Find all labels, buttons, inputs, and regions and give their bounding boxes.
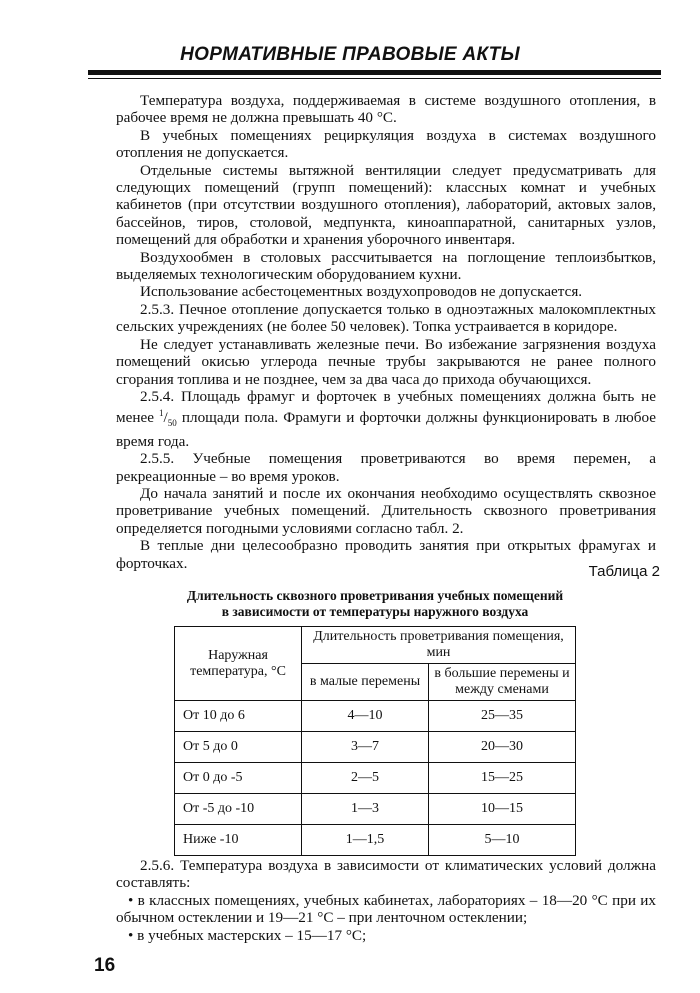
paragraph: 2.5.6. Температура воздуха в зависимости от климатических условий должна составлять:: [116, 857, 656, 892]
ventilation-table: [174, 626, 576, 856]
paragraph-text: 2.5.4. Площадь фрамуг и форточек в учебных помещениях должна быть не менее: [116, 387, 656, 427]
cell-big-breaks: 20—30: [429, 732, 576, 763]
cell-temperature: От 0 до -5: [175, 763, 302, 794]
table-title-line: Длительность сквозного проветривания учебных помещений: [186, 588, 564, 603]
body-text: [116, 92, 656, 572]
table-row: [175, 825, 576, 856]
fraction: $^1/_{50}$: [159, 408, 177, 429]
table-caption: Таблица 2: [588, 563, 660, 580]
column-header-big-breaks: в большие перемены и между сменами: [429, 664, 576, 701]
page-header-title: НОРМАТИВНЫЕ ПРАВОВЫЕ АКТЫ: [180, 44, 520, 65]
cell-small-breaks: 2—5: [302, 763, 429, 794]
paragraph: В учебных помещениях рециркуляция воздуха в системах воздушного отопления не допускается.: [116, 126, 656, 162]
paragraph: До начала занятий и после их окончания необходимо осуществлять сквозное проветривание учебных помещений. Длительность сквозного проветривания определяется погодными условиями согласно табл. 2.: [116, 485, 656, 537]
column-group-header-duration: Длительность проветривания помещения, мин: [302, 627, 576, 664]
table-row: [175, 794, 576, 825]
paragraph-2-5-4: [116, 388, 656, 450]
column-header-temperature: Наружная температура, °С: [175, 627, 302, 701]
cell-small-breaks: 3—7: [302, 732, 429, 763]
cell-temperature: От 5 до 0: [175, 732, 302, 763]
fraction-numerator: 1: [159, 408, 164, 419]
column-header-small-breaks: в малые перемены: [302, 664, 429, 701]
table-row: [175, 701, 576, 732]
cell-temperature: От -5 до -10: [175, 794, 302, 825]
table-row: [175, 763, 576, 794]
cell-small-breaks: 1—1,5: [302, 825, 429, 856]
bullet-item: • в учебных мастерских – 15—17 °С;: [128, 926, 367, 944]
page-number: 16: [94, 955, 116, 976]
table-row: [175, 732, 576, 763]
cell-temperature: Ниже -10: [175, 825, 302, 856]
table-title: [150, 588, 600, 620]
paragraph: Воздухообмен в столовых рассчитывается на поглощение теплоизбытков, выделяемых технологическим оборудованием кухни.: [116, 248, 656, 284]
paragraph: 2.5.5. Учебные помещения проветриваются во время перемен, а рекреационные – во время уроков.: [116, 450, 656, 485]
cell-small-breaks: 1—3: [302, 794, 429, 825]
paragraph: Использование асбестоцементных воздухопроводов не допускается.: [140, 283, 583, 301]
paragraph: Температура воздуха, поддерживаемая в системе воздушного отопления, в рабочее время не должна превышать 40 °С.: [116, 92, 656, 127]
bullet-item: • в классных помещениях, учебных кабинетах, лабораториях – 18—20 °С при их обычном остеклении и 19—21 °С – при ленточном остеклении;: [116, 891, 656, 927]
cell-big-breaks: 10—15: [429, 794, 576, 825]
fraction-denominator: 50: [167, 418, 177, 429]
cell-big-breaks: 15—25: [429, 763, 576, 794]
paragraph: Отдельные системы вытяжной вентиляции следует предусматривать для следующих помещений (групп помещений): классных комнат и учебных кабинетов (при отсутствии воздушного отопления), лабораторий, актовых залов, бассейнов, тиров, столовой, медпункта, киноаппаратной, санитарных узлов, помещений для обработки и хранения уборочного инвентаря.: [116, 161, 656, 249]
cell-big-breaks: 25—35: [429, 701, 576, 732]
cell-big-breaks: 5—10: [429, 825, 576, 856]
paragraph-text: площади пола. Фрамуги и форточки должны функционировать в любое время года.: [116, 409, 656, 450]
cell-temperature: От 10 до 6: [175, 701, 302, 732]
paragraph: 2.5.3. Печное отопление допускается только в одноэтажных малокомплектных сельских учреждениях (не более 50 человек). Топка устраивается в коридоре.: [116, 300, 656, 336]
after-table-text: [116, 857, 656, 944]
cell-small-breaks: 4—10: [302, 701, 429, 732]
header-rule: [88, 70, 661, 75]
paragraph: Не следует устанавливать железные печи. Во избежание загрязнения воздуха помещений окисью углерода печные трубы закрываются не ранее полного сгорания топлива и не позднее, чем за два часа до прихода обучающихся.: [116, 335, 656, 388]
header-rule-thin: [88, 78, 661, 79]
table-title-line: в зависимости от температуры наружного воздуха: [221, 604, 529, 619]
paragraph: В теплые дни целесообразно проводить занятия при открытых фрамугах и форточках.: [116, 537, 656, 572]
